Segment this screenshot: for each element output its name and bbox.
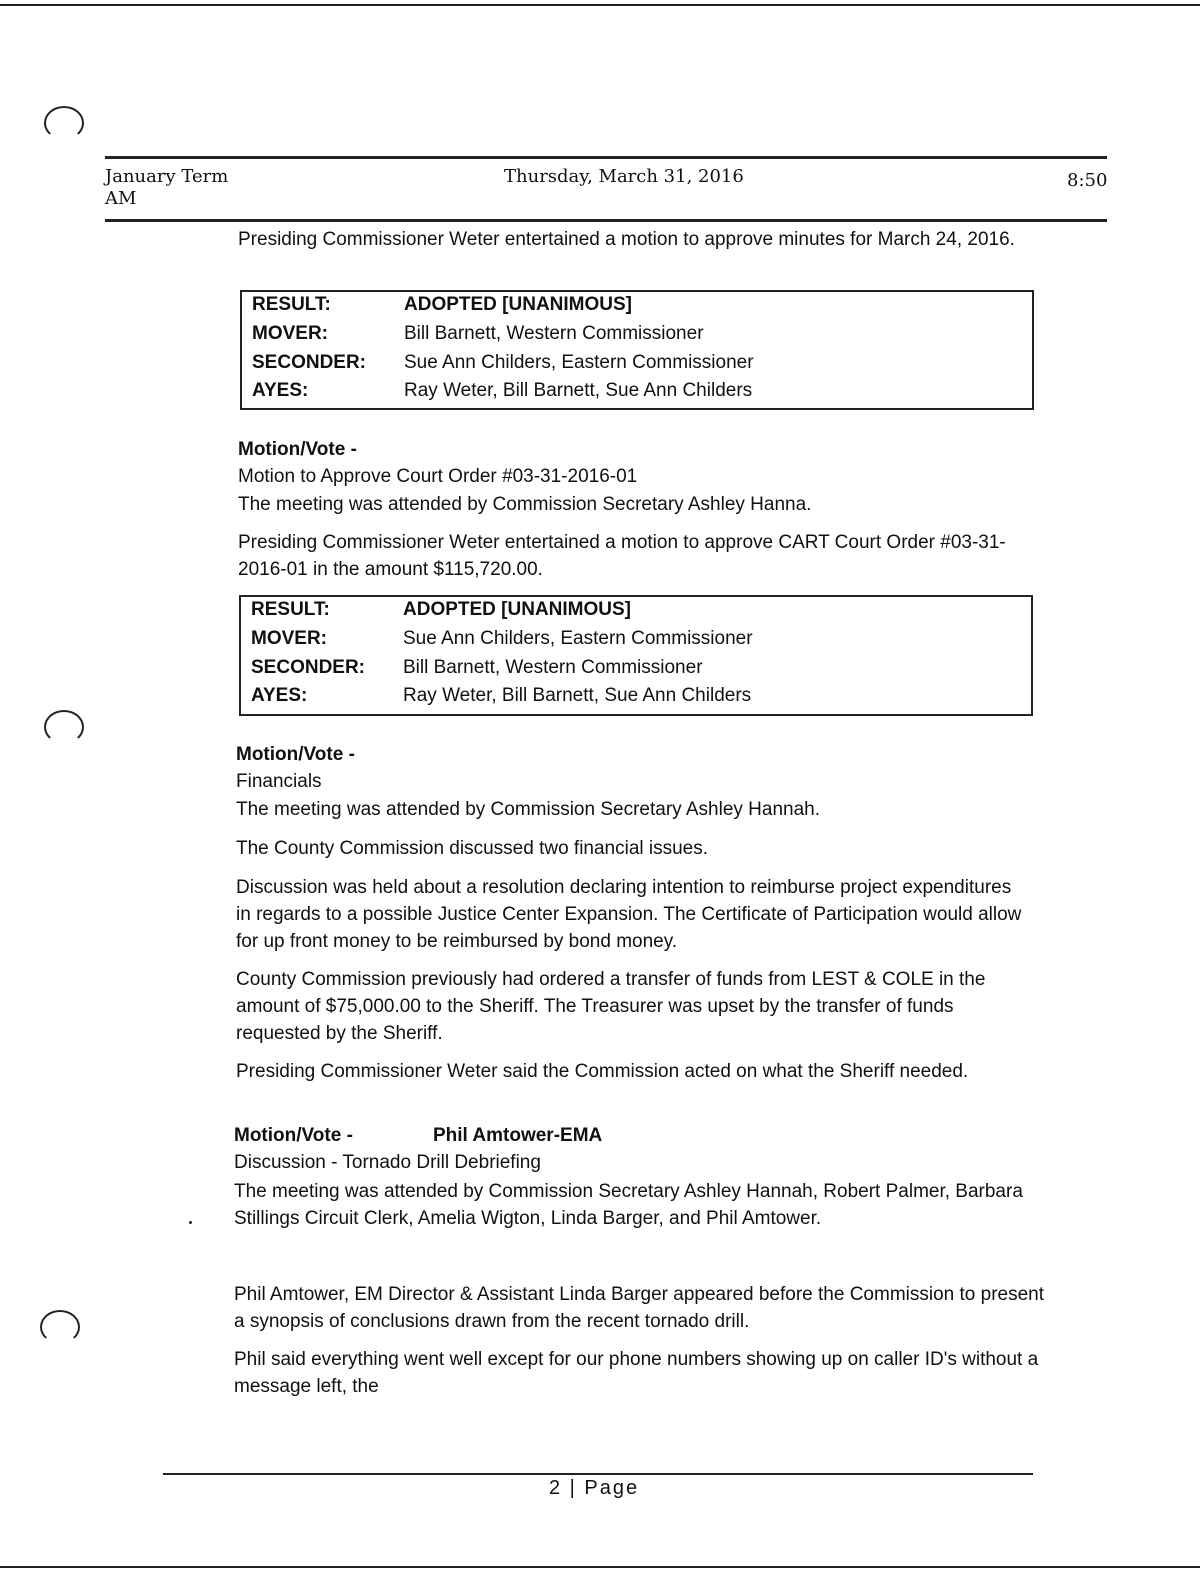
court-order-motion-text: Presiding Commissioner Weter entertained a motion to approve CART Court Order #03-31-2016-01 in the amount $115,720.00. bbox=[238, 532, 1006, 580]
punch-hole-top bbox=[44, 106, 84, 140]
ema-attendance: The meeting was attended by Commission Secretary Ashley Hannah, Robert Palmer, Barbara Stillings Circuit Clerk, Amelia Wigton, Linda Barger, and Phil Amtower. bbox=[234, 1181, 1023, 1229]
court-order-subject: Motion to Approve Court Order #03-31-2016-01 bbox=[238, 466, 638, 487]
financials-paragraph-2: Discussion was held about a resolution declaring intention to reimburse project expenditures in regards to a possible Justice Center Expansion. The Certificate of Participation would allow for up front money to be reimbursed by bond money. bbox=[236, 877, 1022, 952]
vote-result-label: RESULT: bbox=[252, 294, 331, 315]
ema-paragraph-2: Phil said everything went well except for our phone numbers showing up on caller ID's without a message left, the bbox=[234, 1349, 1039, 1397]
header-top-rule bbox=[105, 156, 1107, 159]
minutes-vote-box bbox=[240, 290, 1034, 410]
financials-heading: Motion/Vote - bbox=[236, 744, 355, 765]
scan-top-edge bbox=[0, 4, 1200, 6]
vote-result-value: ADOPTED [UNANIMOUS] bbox=[404, 294, 632, 315]
vote-seconder-value: Bill Barnett, Western Commissioner bbox=[403, 657, 703, 678]
court-order-heading: Motion/Vote - bbox=[238, 439, 357, 460]
ema-subject: Discussion - Tornado Drill Debriefing bbox=[234, 1152, 541, 1173]
ema-presenter: Phil Amtower-EMA bbox=[433, 1125, 603, 1146]
financials-attendance: The meeting was attended by Commission Secretary Ashley Hannah. bbox=[236, 799, 821, 820]
scan-bottom-edge bbox=[0, 1566, 1200, 1568]
header-am: AM bbox=[105, 188, 137, 209]
vote-ayes-value: Ray Weter, Bill Barnett, Sue Ann Childers bbox=[403, 685, 752, 706]
vote-ayes-label: AYES: bbox=[252, 380, 309, 401]
minutes-motion-text: Presiding Commissioner Weter entertained a motion to approve minutes for March 24, 2016. bbox=[238, 229, 1015, 250]
header-term: January Term bbox=[105, 166, 229, 187]
ema-paragraph-1: Phil Amtower, EM Director & Assistant Linda Barger appeared before the Commission to present a synopsis of conclusions drawn from the recent tornado drill. bbox=[234, 1284, 1045, 1332]
court-order-vote-box bbox=[239, 595, 1033, 716]
financials-subject: Financials bbox=[236, 771, 322, 792]
vote-ayes-value: Ray Weter, Bill Barnett, Sue Ann Childers bbox=[404, 380, 753, 401]
vote-seconder-label: SECONDER: bbox=[252, 352, 367, 373]
financials-paragraph-3: County Commission previously had ordered a transfer of funds from LEST & COLE in the amount of $75,000.00 to the Sheriff. The Treasurer was upset by the transfer of funds requested by the Sheriff. bbox=[236, 969, 986, 1044]
stray-mark bbox=[189, 1221, 192, 1224]
header-date: Thursday, March 31, 2016 bbox=[504, 166, 744, 187]
court-order-attendance: The meeting was attended by Commission Secretary Ashley Hanna. bbox=[238, 494, 812, 515]
header-time: 8:50 bbox=[1067, 170, 1108, 191]
vote-result-label: RESULT: bbox=[251, 599, 330, 620]
financials-paragraph-1: The County Commission discussed two financial issues. bbox=[236, 838, 709, 859]
ema-heading: Motion/Vote - bbox=[234, 1125, 353, 1146]
punch-hole-bottom bbox=[40, 1310, 80, 1344]
vote-mover-value: Sue Ann Childers, Eastern Commissioner bbox=[403, 628, 753, 649]
financials-paragraph-4: Presiding Commissioner Weter said the Commission acted on what the Sheriff needed. bbox=[236, 1061, 969, 1082]
vote-seconder-value: Sue Ann Childers, Eastern Commissioner bbox=[404, 352, 754, 373]
vote-mover-label: MOVER: bbox=[252, 323, 328, 344]
page-number: 2 | Page bbox=[549, 1477, 640, 1499]
footer-rule bbox=[163, 1473, 1033, 1475]
vote-result-value: ADOPTED [UNANIMOUS] bbox=[403, 599, 631, 620]
vote-ayes-label: AYES: bbox=[251, 685, 308, 706]
vote-seconder-label: SECONDER: bbox=[251, 657, 366, 678]
punch-hole-middle bbox=[44, 710, 84, 744]
vote-mover-value: Bill Barnett, Western Commissioner bbox=[404, 323, 704, 344]
vote-mover-label: MOVER: bbox=[251, 628, 327, 649]
header-bottom-rule bbox=[105, 219, 1107, 222]
